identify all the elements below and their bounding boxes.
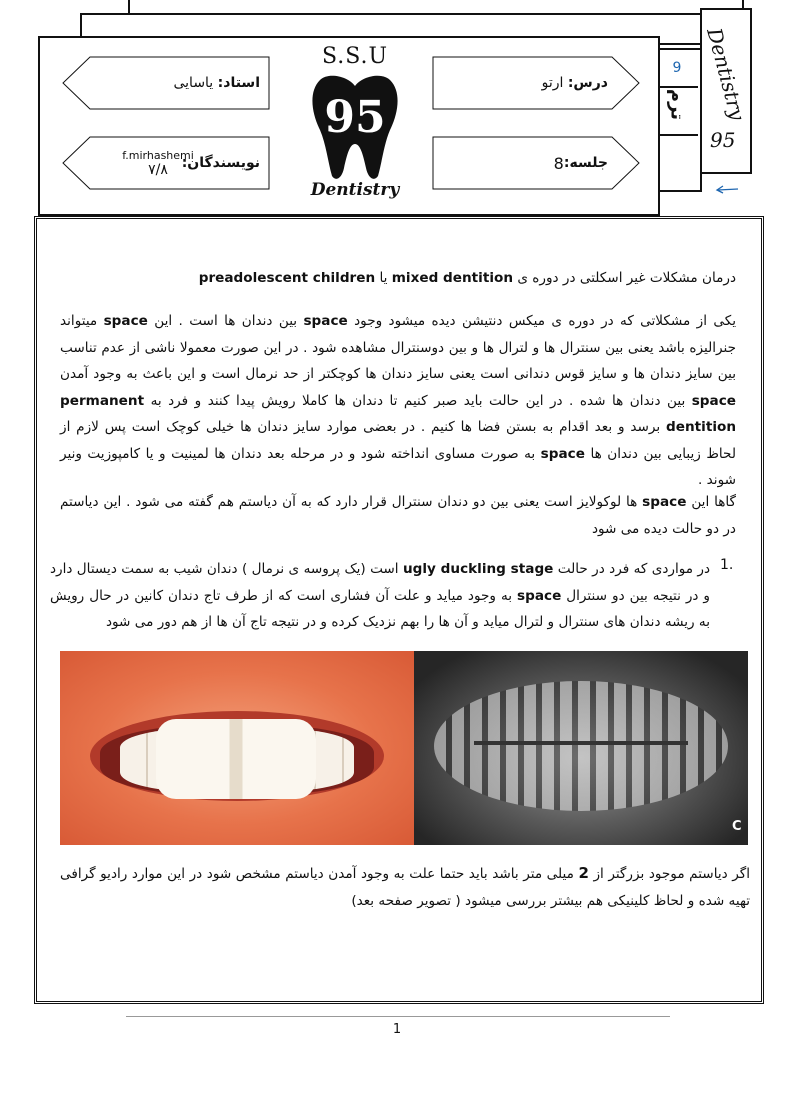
p1-text-d: بین دندان ها شده . در این حالت باید صبر کنیم تا دندان ها کاملا رویش پیدا کنند و فرد به — [150, 392, 686, 409]
section-title — [56, 265, 736, 292]
panoramic-xray — [414, 651, 748, 845]
session-label: جلسه: — [563, 155, 608, 171]
footer-divider — [126, 1016, 670, 1017]
list-item-1-number: 1. — [720, 557, 734, 573]
side-tab — [700, 8, 752, 174]
ssu-logo — [298, 40, 412, 210]
p1-text-f: به صورت مساوی انداخته شود و در مرحله بعد دندان ها لمینیت و یا کامپوزیت ونیر شوند . — [60, 445, 736, 488]
side-tab-number: 95 — [710, 128, 736, 152]
session-tab-number: 9 — [672, 60, 682, 76]
paragraph-3 — [60, 860, 750, 914]
teacher-value: یاسایی — [173, 75, 214, 91]
p2-text-a: گاها این — [691, 494, 736, 510]
p1-term: space — [103, 313, 148, 329]
session-value: 8 — [553, 153, 564, 173]
paragraph-2 — [60, 489, 736, 542]
writers-plaque — [62, 136, 270, 190]
session-tab-divider-2 — [658, 134, 698, 136]
logo-top-text: S.S.U — [321, 44, 389, 69]
p1-term: space — [691, 392, 736, 409]
p1-text-e: برسد و بعد اقدام به بستن فضا ها کنیم . در بعضی موارد سایز دندان ها خیلی کوچک است پس لازم از لحاظ زیبایی بین دندان ها — [60, 419, 736, 462]
p2-text-b: ها لوکولایز است یعنی بین دو دندان سنترال قرار دارد که به آن دیاستم هم گفته می شود . این دیاستم در دو حالت دیده می شود — [60, 494, 736, 537]
li1-text-a: در مواردی که فرد در حالت — [557, 561, 711, 577]
xray-label: C — [732, 819, 742, 834]
writers-label: نویسندگان: — [181, 155, 260, 171]
li1-text-c: به وجود میاید و علت آن فشاری است که از طرف تاج دندان کانین در حال رویش به ریشه دندان های سنترال و لترال میاید و آن ها را بهم نزدیک کرده و در نتیجه تاج آن ها از هم دور می شود — [50, 587, 710, 630]
writer-name: f.mirhashemi — [122, 149, 194, 162]
p2-term: space — [642, 494, 687, 510]
title-term-1: mixed dentition — [391, 270, 514, 286]
p1-term: space — [303, 313, 348, 329]
session-plaque — [432, 136, 640, 190]
li1-term: ugly duckling stage — [402, 561, 554, 577]
teacher-label: استاد: — [217, 75, 260, 91]
teacher-plaque — [62, 56, 270, 110]
p1-term: permanent dentition — [60, 392, 736, 435]
page-number: 1 — [392, 1022, 402, 1037]
p3-text-a: اگر دیاستم موجود بزرگتر از — [593, 866, 750, 882]
title-term-2: preadolescent children — [198, 270, 376, 286]
title-mid: یا — [379, 270, 388, 286]
logo-bottom-text: Dentistry — [310, 180, 400, 200]
arrow-left-icon — [714, 180, 740, 199]
p1-text-a: یکی از مشکلاتی که در دوره ی میکس دنتیشن دیده میشود وجود — [354, 313, 737, 329]
p3-text-b: میلی متر باشد باید حتما علت به وجود آمدن دیاستم مشخص شود در این موارد رادیو گرافی تهیه شده و لحاظ کلینیکی هم بیشتر بررسی میشود ( تصویر صفحه بعد) — [60, 866, 750, 909]
li1-term: space — [517, 587, 562, 604]
logo-number: 95 — [324, 92, 386, 143]
course-value: ارتو — [541, 75, 564, 91]
p1-text-c: میتواند جنرالیزه باشد یعنی بین سنترال ها و لترال ها و بین دوسنترال مشاهده شود . در این صورت معمولا ناشی از عدم تناسب بین سایز دندان ها و سایز قوس دندانی است یعنی سایز دندان ها کوچکتر از حد نرمال است و این باعث به وجود آمدن — [60, 313, 736, 382]
side-tab-text: Dentistry — [702, 25, 750, 123]
paragraph-1 — [60, 308, 736, 494]
p3-number: 2 — [578, 864, 589, 882]
session-tab-word: ترم — [666, 88, 688, 121]
li1-text-b: است (یک پروسه ی نرمال ) دندان شیب به سمت دیستال دارد و در نتیجه بین دو سنترال — [50, 561, 710, 604]
intraoral-photo — [60, 651, 414, 845]
course-plaque — [432, 56, 640, 110]
list-item-1 — [50, 556, 710, 636]
course-label: درس: — [567, 75, 608, 91]
session-tab — [656, 48, 702, 192]
p1-text-b: بین دندان ها است . این — [154, 313, 298, 329]
writer-sign: ۷/۸ — [148, 162, 168, 178]
p1-term: space — [540, 445, 585, 462]
title-text: درمان مشکلات غیر اسکلتی در دوره ی — [517, 270, 736, 286]
